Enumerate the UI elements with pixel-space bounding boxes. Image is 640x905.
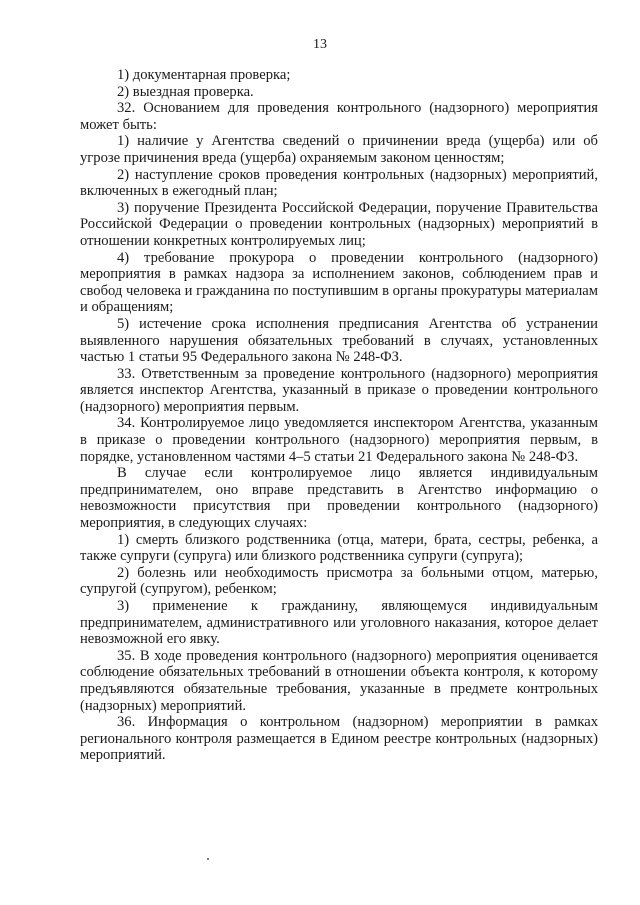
paragraph: 3) применение к гражданину, являющемуся индивидуальным предпринимателем, административного или уголовного наказания, которое делает невозможной его явку. — [80, 598, 598, 648]
paragraph: 35. В ходе проведения контрольного (надзорного) мероприятия оценивается соблюдение обязательных требований в отношении объекта контроля, к которому предъявляются обязательные требования, указанные в предмете контрольных (надзорных) мероприятий. — [80, 647, 598, 714]
paragraph: 2) наступление сроков проведения контрольных (надзорных) мероприятий, включенных в ежегодный план; — [80, 166, 598, 200]
scan-speck — [207, 858, 209, 860]
paragraph: 36. Информация о контрольном (надзорном) мероприятии в рамках регионального контроля размещается в Едином реестре контрольных (надзорных) мероприятий. — [80, 714, 598, 764]
paragraph: 33. Ответственным за проведение контрольного (надзорного) мероприятия является инспектор Агентства, указанный в приказе о проведении контрольного (надзорного) мероприятия первым. — [80, 365, 598, 415]
paragraph: 4) требование прокурора о проведении контрольного (надзорного) мероприятия в рамках надзора за исполнением законов, соблюдением прав и свобод человека и гражданина по поступившим в органы прокуратуры материалам и обращениям; — [80, 249, 598, 316]
document-body — [80, 67, 598, 764]
paragraph: 2) выездная проверка. — [117, 83, 254, 100]
paragraph: 1) смерть близкого родственника (отца, матери, брата, сестры, ребенка, а также супруги (супруга) или близкого родственника супруги (супруга); — [80, 531, 598, 565]
paragraph: 32. Основанием для проведения контрольного (надзорного) мероприятия может быть: — [80, 100, 598, 133]
paragraph: 1) наличие у Агентства сведений о причинении вреда (ущерба) или об угрозе причинения вреда (ущерба) охраняемым законом ценностям; — [80, 133, 598, 166]
paragraph: 3) поручение Президента Российской Федерации, поручение Правительства Российской Федерации о проведении контрольных (надзорных) мероприятий в отношении конкретных контролируемых лиц; — [80, 199, 598, 249]
page-number: 13 — [313, 37, 327, 52]
paragraph: В случае если контролируемое лицо является индивидуальным предпринимателем, оно вправе представить в Агентство информацию о невозможности присутствия при проведении контрольного (надзорного) мероприятия, в следующих случаях: — [80, 465, 598, 532]
paragraph: 2) болезнь или необходимость присмотра за больными отцом, матерью, супругой (супругом), ребенком; — [80, 564, 598, 598]
paragraph: 5) истечение срока исполнения предписания Агентства об устранении выявленного нарушения обязательных требований в случаях, установленных частью 1 статьи 95 Федерального закона № 248-ФЗ. — [80, 315, 598, 366]
paragraph: 34. Контролируемое лицо уведомляется инспектором Агентства, указанным в приказе о проведении контрольного (надзорного) мероприятия первым, в порядке, установленном частями 4–5 статьи 21 Федерального закона № 248-ФЗ. — [80, 415, 598, 465]
paragraph: 1) документарная проверка; — [117, 67, 291, 83]
